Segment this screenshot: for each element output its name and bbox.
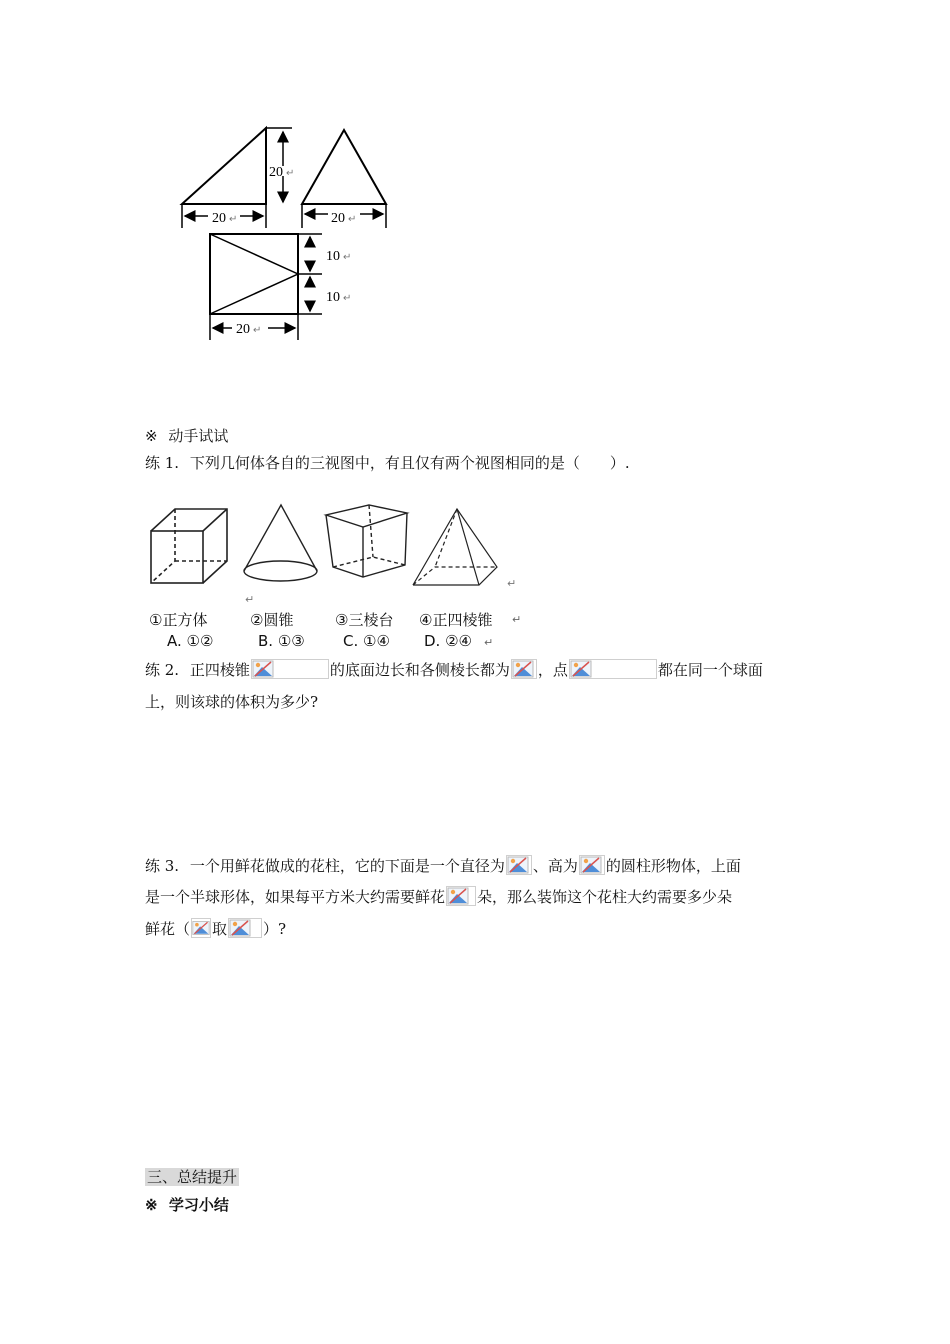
dim-top-upper: 10 — [326, 249, 340, 264]
front-view-triangle — [182, 128, 266, 204]
section-try-heading — [145, 426, 228, 446]
exercise-text: ）? — [263, 920, 287, 938]
exercise-text: 上，则该球的体积为多少? — [145, 693, 319, 711]
option-d: D. ②④ — [424, 632, 472, 650]
exercise-2-continued — [145, 692, 318, 712]
solid-name-pyramid: ④正四棱锥 — [419, 611, 493, 629]
top-view-square — [210, 234, 298, 314]
formula-image-placeholder — [506, 855, 532, 875]
exercise-text: 鲜花（ — [145, 920, 191, 938]
exercise-text: 、高为 — [532, 857, 578, 875]
formula-image-placeholder — [228, 918, 262, 938]
dim-top-width: 20 — [236, 322, 250, 337]
section-marker: ※ — [145, 427, 158, 445]
section-title: 学习小结 — [168, 1196, 229, 1214]
dim-side-width: 20 — [331, 211, 345, 226]
summary-heading — [145, 1167, 239, 1187]
dim-front-width: 20 — [212, 211, 226, 226]
exercise-label: 练 2. — [145, 661, 180, 679]
return-mark: ↵ — [253, 325, 262, 336]
exercise-text: ，点 — [537, 661, 568, 679]
exercise-text: 一个用鲜花做成的花柱，它的下面是一个直径为 — [189, 857, 505, 875]
exercise-text: 朵，那么装饰这个花柱大约需要多少朵 — [477, 888, 733, 906]
summary-heading-text: 三、总结提升 — [147, 1168, 238, 1186]
exercise-3-continued — [145, 919, 286, 940]
return-mark: ↵ — [484, 636, 494, 649]
formula-image-placeholder — [191, 918, 211, 938]
solid-name-cone: ②圆锥 — [250, 611, 294, 629]
exercise-2 — [145, 660, 763, 681]
pyramid-drawing — [413, 509, 497, 585]
return-mark: ↵ — [245, 593, 255, 603]
exercise-text: 都在同一个球面 — [657, 661, 763, 679]
option-b: B. ①③ — [258, 632, 305, 650]
return-mark: ↵ — [343, 252, 352, 263]
solids-figure — [145, 503, 525, 603]
return-mark: ↵ — [348, 214, 357, 225]
section-title: 动手试试 — [168, 427, 229, 445]
cone-drawing — [244, 505, 317, 581]
exercise-text: 下列几何体各自的三视图中，有且仅有两个视图相同的是（ ）. — [189, 454, 630, 472]
return-mark: ↵ — [229, 214, 238, 225]
option-a: A. ①② — [167, 632, 214, 650]
cube-drawing — [151, 509, 227, 583]
formula-image-placeholder — [446, 886, 476, 906]
side-view-triangle — [302, 130, 386, 204]
study-summary-heading — [145, 1195, 229, 1215]
frustum-drawing — [326, 505, 407, 577]
exercise-3 — [145, 856, 741, 877]
exercise-text: 正四棱锥 — [189, 661, 250, 679]
return-mark: ↵ — [507, 577, 517, 590]
three-view-figure — [170, 118, 400, 348]
exercise-text: 是一个半球形体，如果每平方米大约需要鲜花 — [145, 888, 446, 906]
formula-image-placeholder — [251, 659, 329, 679]
section-marker: ※ — [145, 1196, 158, 1214]
exercise-text: 的底面边长和各侧棱长都为 — [329, 661, 510, 679]
solid-name-cube: ①正方体 — [149, 611, 208, 629]
exercise-label: 练 3. — [145, 857, 180, 875]
dim-front-height: 20 — [269, 165, 283, 180]
exercise-text: 的圆柱形物体，上面 — [605, 857, 741, 875]
exercise-1 — [145, 453, 630, 473]
return-mark: ↵ — [512, 613, 522, 626]
dim-top-lower: 10 — [326, 290, 340, 305]
return-mark: ↵ — [343, 293, 352, 304]
exercise-text: 取 — [212, 920, 228, 938]
option-c: C. ①④ — [343, 632, 390, 650]
exercise-3-continued — [145, 887, 732, 908]
formula-image-placeholder — [511, 659, 537, 679]
solid-name-frustum: ③三棱台 — [335, 611, 394, 629]
return-mark: ↵ — [286, 168, 295, 179]
formula-image-placeholder — [579, 855, 605, 875]
exercise-label: 练 1. — [145, 454, 180, 472]
formula-image-placeholder — [569, 659, 657, 679]
